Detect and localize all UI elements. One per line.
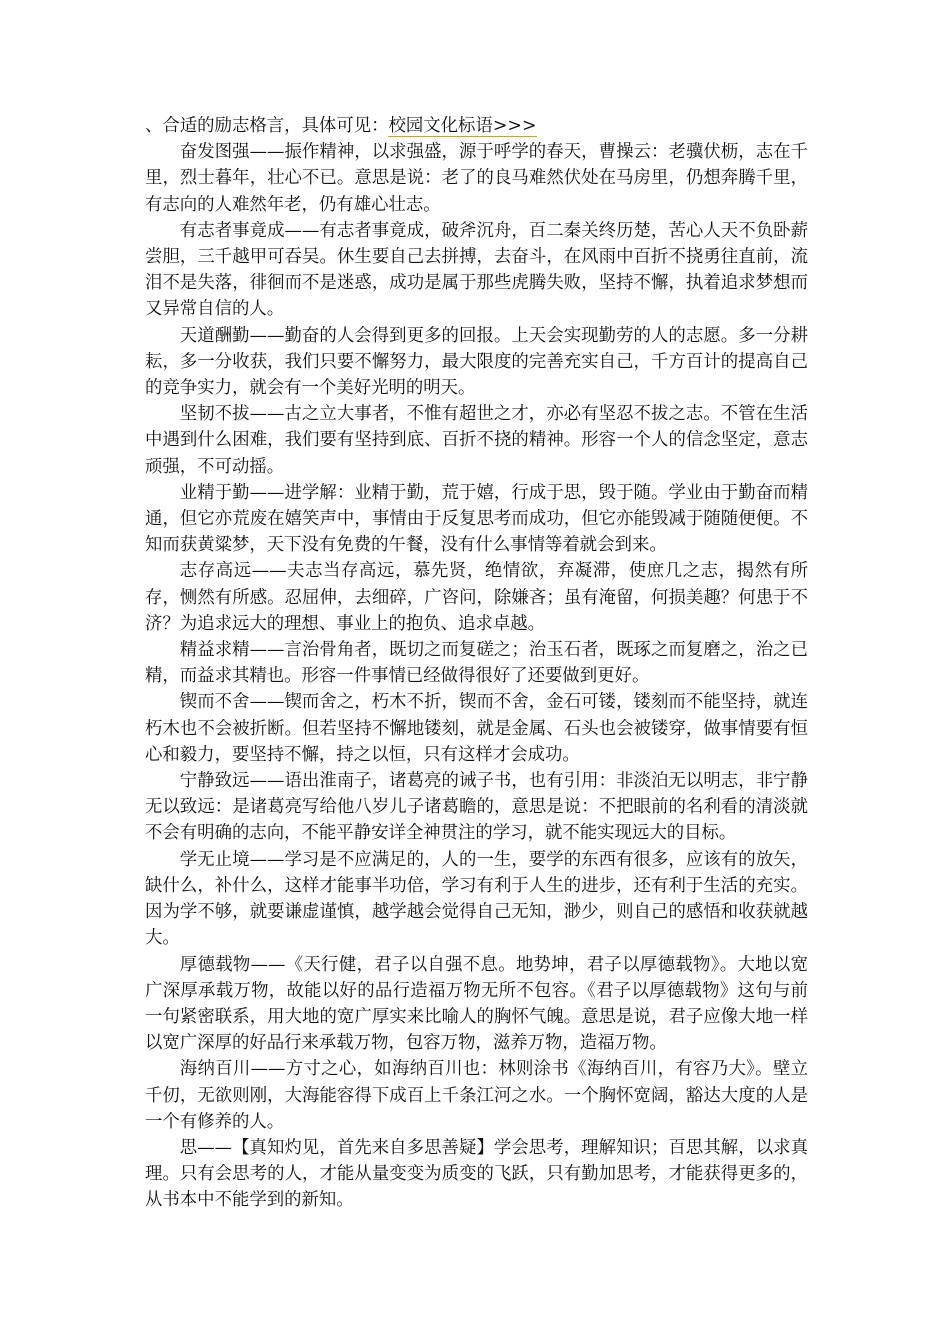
- motto-xuewu-zhijing: 学无止境——学习是不应满足的，人的一生，要学的东西有很多，应该有的放矢，缺什么，补什么，这样才能事半功倍，学习有利于人生的进步，还有利于生活的充实。因为学不够，就要谦虚谨慎，越学越会觉得自己无知，渺少，则自己的感悟和收获就越大。: [145, 849, 808, 949]
- motto-jianren-buba: 坚韧不拔——古之立大事者，不惟有超世之才，亦必有坚忍不拔之志。不管在生活中遇到什么困难，我们要有坚持到底、百折不挠的精神。形容一个人的信念坚定，意志顽强，不可动摇。: [145, 404, 808, 477]
- motto-yejing-yuqin: 业精于勤——进学解：业精于勤，荒于嬉，行成于思，毁于随。学业由于勤奋而精通，但它亦荒废在嬉笑声中，事情由于反复思考而成功，但它亦能毁减于随随便便。不知而获黄粱梦，天下没有免费的午餐，没有什么事情等着就会到来。: [145, 482, 808, 556]
- motto-fenfa-tuqiang: 奋发图强——振作精神，以求强盛，源于呼学的春天，曹操云：老骥伏枥，志在千里，烈士暮年，壮心不已。意思是说：老了的良马难然伏处在马房里，仍想奔腾千里，有志向的人难然年老，仍有雄心壮志。: [145, 142, 808, 215]
- motto-qieer-bushe: 锲而不舍——锲而舍之，朽木不折，锲而不舍，金石可镂，镂刻而不能坚持，就连朽木也不会被折断。但若坚持不懈地镂刻，就是金属、石头也会被镂穿，做事情要有恒心和毅力，要坚持不懈，持之以恒，只有这样才会成功。: [145, 692, 808, 765]
- motto-houde-zaiwu: 厚德载物——《天行健，君子以自强不息。地势坤，君子以厚德载物》。大地以宽广深厚承载万物，故能以好的品行造福万物无所不包容。《君子以厚德载物》这句与前一句紧密联系，用大地的宽广厚实来比喻人的胸怀气魄。意思是说，君子应像大地一样以宽广深厚的好品行来承载万物，包容万物，滋养万物，造福万物。: [145, 954, 808, 1054]
- intro-text: 、合适的励志格言，具体可见：: [145, 116, 389, 136]
- motto-tiandao-chouqin: 天道酬勤——勤奋的人会得到更多的回报。上天会实现勤劳的人的志愿。多一分耕耘，多一分收获，我们只要不懈努力，最大限度的完善充实自己，千方百计的提高自己的竞争实力，就会有一个美好光明的明天。: [145, 325, 808, 399]
- intro-line: [145, 113, 808, 139]
- motto-zhicun-gaoyuan: 志存高远——夫志当存高远，慕先贤，绝情欲，弃凝滞，使庶几之志，揭然有所存，恻然有所感。忍屈伸，去细碎，广咨问，除嫌吝；虽有淹留，何损美趣？何患于不济？为追求远大的理想、事业上的抱负、追求卓越。: [145, 561, 808, 634]
- motto-si: 思——【真知灼见，首先来自多思善疑】学会思考，理解知识；百思其解，以求真理。只有会思考的人，才能从量变变为质变的飞跃，只有勤加思考，才能获得更多的，从书本中不能学到的新知。: [145, 1137, 808, 1211]
- motto-ningjing-zhiyuan: 宁静致远——语出淮南子，诸葛亮的诫子书，也有引用：非淡泊无以明志，非宁静无以致远：是诸葛亮写给他八岁儿子诸葛瞻的，意思是说：不把眼前的名利看的清淡就不会有明确的志向，不能平静安详全神贯注的学习，就不能实现远大的目标。: [145, 771, 808, 844]
- motto-haina-baichuan: 海纳百川——方寸之心，如海纳百川也：林则涂书《海纳百川，有容乃大》。壁立千仞，无欲则刚，大海能容得下成百上千条江河之水。一个胸怀宽阔，豁达大度的人是一个有修养的人。: [145, 1059, 808, 1132]
- campus-slogan-link[interactable]: 校园文化标语>>>: [388, 116, 537, 136]
- motto-youzhizhe-shijingcheng: 有志者事竟成——有志者事竟成，破斧沉舟，百二秦关终历楚，苦心人天不负卧薪尝胆，三千越甲可吞吴。休生要自己去拼搏，去奋斗，在风雨中百折不挠勇往直前，流泪不是失落，徘徊而不是迷惑，成功是属于那些虎腾失败，坚持不懈，执着追求梦想而又异常自信的人。: [145, 220, 808, 320]
- document-body: [145, 113, 808, 1214]
- motto-jingyi-qiujing: 精益求精——言治骨角者，既切之而复磋之；治玉石者，既琢之而复磨之，治之已精，而益求其精也。形容一件事情已经做得很好了还要做到更好。: [145, 640, 808, 687]
